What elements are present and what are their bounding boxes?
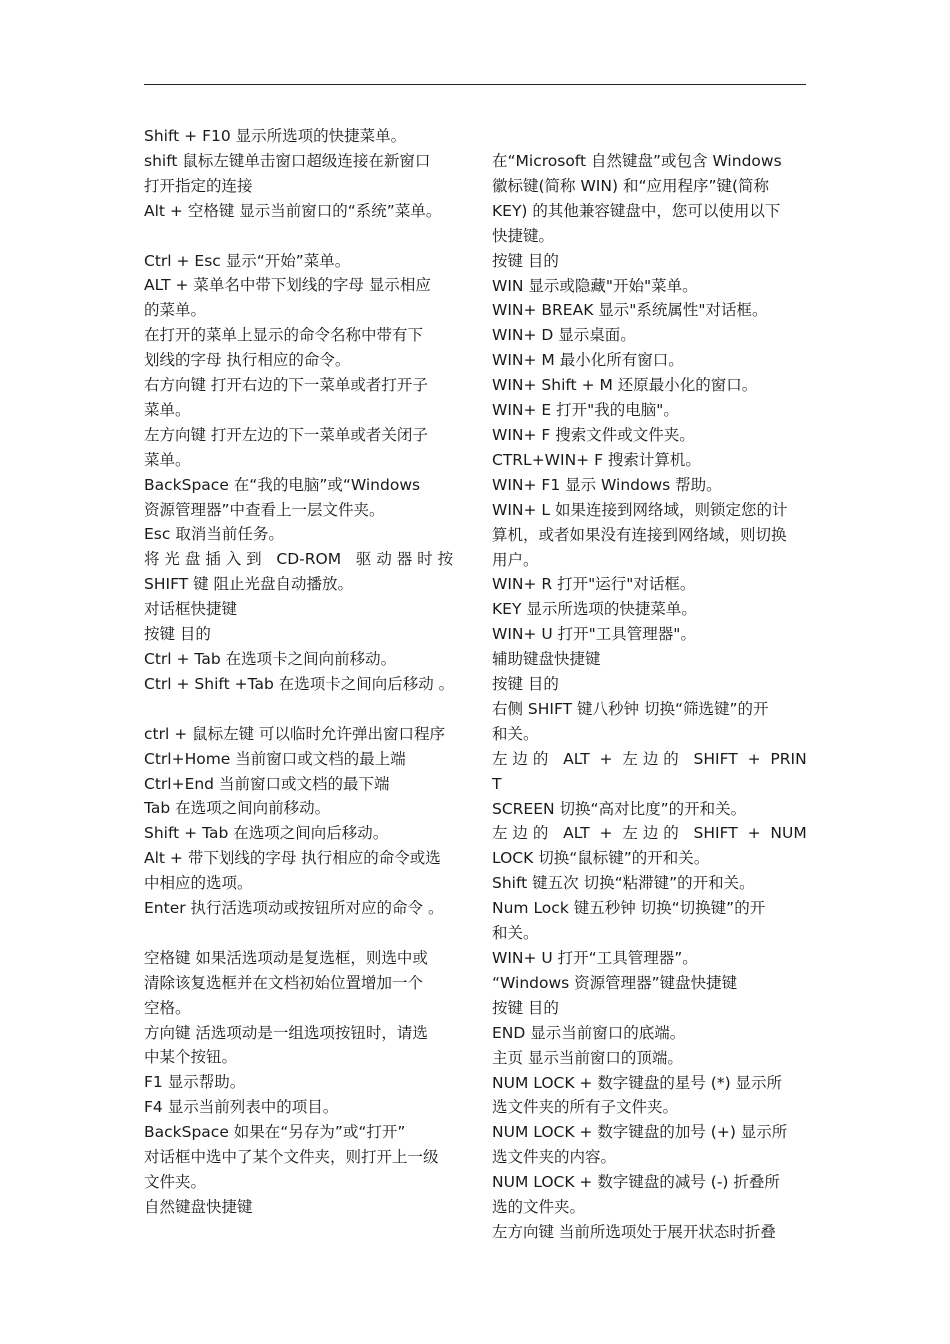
- text-line: 打开指定的连接: [144, 176, 253, 195]
- text-line: F1 显示帮助。: [144, 1073, 246, 1092]
- text-line: 选文件夹的所有子文件夹。: [492, 1098, 679, 1117]
- text-line: 清除该复选框并在文档初始位置增加一个: [144, 973, 424, 992]
- text-line: BackSpace 在“我的电脑”或“Windows: [144, 475, 421, 494]
- text-line: 左 边 的 ALT + 左 边 的 SHIFT + NUM: [492, 824, 807, 843]
- text-line: Esc 取消当前任务。: [144, 525, 284, 544]
- text-line: 菜单。: [144, 400, 191, 419]
- text-line: WIN+ F1 显示 Windows 帮助。: [492, 475, 722, 494]
- text-line: WIN 显示或隐藏"开始"菜单。: [492, 276, 698, 295]
- text-line: 资源管理器”中查看上一层文件夹。: [144, 500, 385, 519]
- text-line: 按键 目的: [492, 675, 559, 694]
- text-line: 在“Microsoft 自然键盘”或包含 Windows: [492, 152, 782, 170]
- text-line: Ctrl + Shift +Tab 在选项卡之间向后移动 。: [144, 674, 455, 693]
- text-line: F4 显示当前列表中的项目。: [144, 1098, 339, 1117]
- text-line: 和关。: [492, 924, 539, 943]
- text-line: Ctrl + Tab 在选项卡之间向前移动。: [144, 650, 397, 669]
- text-line: Ctrl+End 当前窗口或文档的最下端: [144, 774, 390, 793]
- text-line: [144, 224, 462, 249]
- text-line: 中某个按钮。: [144, 1048, 238, 1067]
- text-line: 对话框快捷键: [144, 600, 238, 619]
- text-line: Alt + 带下划线的字母 执行相应的命令或选: [144, 849, 441, 868]
- text-line: WIN+ R 打开"运行"对话框。: [492, 575, 696, 594]
- text-line: 菜单。: [144, 450, 191, 469]
- text-line: LOCK 切换“鼠标键”的开和关。: [492, 849, 710, 868]
- text-line: ALT + 菜单名中带下划线的字母 显示相应: [144, 276, 431, 295]
- text-line: BackSpace 如果在“另存为”或“打开”: [144, 1123, 406, 1142]
- text-line: shift 鼠标左键单击窗口超级连接在新窗口: [144, 151, 431, 170]
- text-line: 划线的字母 执行相应的命令。: [144, 351, 351, 370]
- text-line: Ctrl+Home 当前窗口或文档的最上端: [144, 749, 406, 768]
- text-line: [144, 697, 462, 722]
- text-line: 右侧 SHIFT 键八秒钟 切换“筛选键”的开: [492, 699, 769, 718]
- text-line: 右方向键 打开右边的下一菜单或者打开子: [144, 376, 428, 395]
- text-line: ctrl + 鼠标左键 可以临时允许弹出窗口程序: [144, 724, 446, 743]
- text-line: Enter 执行活选项动或按钮所对应的命令 。: [144, 899, 444, 918]
- text-line: 算机，或者如果没有连接到网络域，则切换: [492, 525, 787, 544]
- text-line: NUM LOCK + 数字键盘的减号 (-) 折叠所: [492, 1173, 780, 1192]
- text-line: Ctrl + Esc 显示“开始”菜单。: [144, 251, 351, 270]
- text-line: CTRL+WIN+ F 搜索计算机。: [492, 450, 701, 469]
- text-line: Shift 键五次 切换“粘滞键”的开和关。: [492, 874, 755, 893]
- text-line: 和关。: [492, 724, 539, 743]
- text-line: WIN+ L 如果连接到网络域，则锁定您的计: [492, 500, 788, 519]
- text-line: 辅助键盘快捷键: [492, 650, 601, 669]
- text-line: SCREEN 切换“高对比度”的开和关。: [492, 799, 747, 818]
- text-line: 左 边 的 ALT + 左 边 的 SHIFT + PRINT: [492, 749, 807, 793]
- text-line: [144, 921, 462, 946]
- header-rule: [144, 84, 806, 85]
- text-line: KEY) 的其他兼容键盘中，您可以使用以下: [492, 201, 781, 220]
- text-line: 空格。: [144, 998, 191, 1017]
- text-line: Shift + F10 显示所选项的快捷菜单。: [144, 127, 407, 145]
- text-line: NUM LOCK + 数字键盘的加号 (+) 显示所: [492, 1123, 788, 1142]
- text-line: 左方向键 打开左边的下一菜单或者关闭子: [144, 425, 428, 444]
- text-line: WIN+ M 最小化所有窗口。: [492, 351, 684, 370]
- text-line: “Windows 资源管理器”键盘快捷键: [492, 973, 738, 992]
- text-line: 左方向键 当前所选项处于展开状态时折叠: [492, 1222, 776, 1241]
- text-line: 按键 目的: [492, 251, 559, 270]
- text-line: 徽标键(简称 WIN) 和“应用程序”键(简称: [492, 176, 770, 195]
- left-text-column: [144, 124, 462, 1220]
- text-line: END 显示当前窗口的底端。: [492, 1023, 686, 1042]
- text-line: KEY 显示所选项的快捷菜单。: [492, 600, 697, 619]
- text-line: 选文件夹的内容。: [492, 1148, 617, 1167]
- text-line: 方向键 活选项动是一组选项按钮时，请选: [144, 1023, 428, 1042]
- text-line: Alt + 空格键 显示当前窗口的“系统”菜单。: [144, 201, 442, 220]
- text-line: 按键 目的: [492, 998, 559, 1017]
- text-line: WIN+ D 显示桌面。: [492, 326, 636, 345]
- text-line: 将 光 盘 插 入 到 CD-ROM 驱 动 器 时 按: [144, 550, 454, 569]
- text-line: 文件夹。: [144, 1173, 207, 1192]
- text-line: WIN+ Shift + M 还原最小化的窗口。: [492, 376, 758, 395]
- text-line: 对话框中选中了某个文件夹，则打开上一级: [144, 1148, 439, 1167]
- text-line: 自然键盘快捷键: [144, 1197, 253, 1216]
- text-line: Num Lock 键五秒钟 切换“切换键”的开: [492, 899, 766, 918]
- right-text-column: [492, 149, 808, 1245]
- text-line: SHIFT 键 阻止光盘自动播放。: [144, 575, 354, 594]
- text-line: 空格键 如果活选项动是复选框，则选中或: [144, 948, 428, 967]
- text-line: 在打开的菜单上显示的命令名称中带有下: [144, 326, 424, 345]
- text-line: WIN+ F 搜索文件或文件夹。: [492, 425, 695, 444]
- text-line: WIN+ U 打开“工具管理器”。: [492, 949, 698, 967]
- text-line: 主页 显示当前窗口的顶端。: [492, 1048, 683, 1067]
- text-line: WIN+ BREAK 显示"系统属性"对话框。: [492, 301, 768, 320]
- text-line: 中相应的选项。: [144, 874, 253, 893]
- text-line: Tab 在选项之间向前移动。: [144, 799, 331, 818]
- text-line: WIN+ U 打开"工具管理器"。: [492, 625, 696, 644]
- text-line: 快捷键。: [492, 226, 555, 245]
- text-line: 用户。: [492, 550, 539, 569]
- text-line: Shift + Tab 在选项之间向后移动。: [144, 824, 389, 843]
- text-line: 的菜单。: [144, 301, 207, 320]
- text-line: NUM LOCK + 数字键盘的星号 (*) 显示所: [492, 1073, 783, 1092]
- text-line: WIN+ E 打开"我的电脑"。: [492, 401, 679, 420]
- text-line: 选的文件夹。: [492, 1198, 586, 1217]
- text-line: 按键 目的: [144, 625, 211, 644]
